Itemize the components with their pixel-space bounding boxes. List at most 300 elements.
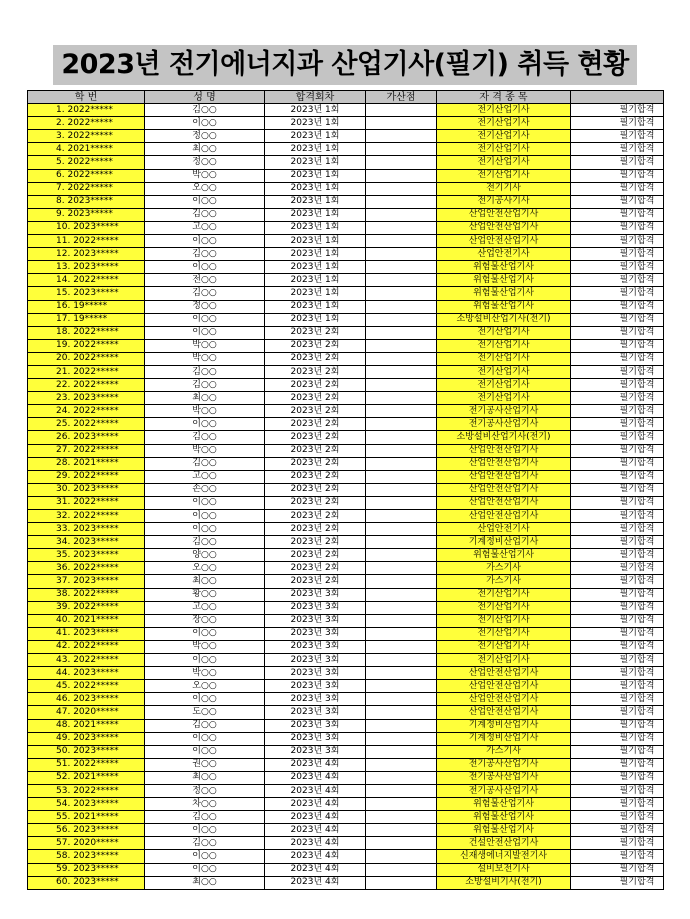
name-cell: 김○○	[145, 719, 265, 732]
bonus-cell	[366, 719, 437, 732]
bonus-cell	[366, 392, 437, 405]
pass-round-cell: 2023년 2회	[265, 379, 366, 392]
bonus-cell	[366, 811, 437, 824]
student-id: 2022*****	[73, 785, 119, 796]
result-cell: 필기합격	[571, 221, 664, 234]
qualification-cell: 산업안전산업기사	[437, 510, 571, 523]
bonus-cell	[366, 169, 437, 182]
bonus-cell	[366, 614, 437, 627]
result-cell: 필기합격	[571, 784, 664, 797]
name-cell: 오○○	[145, 680, 265, 693]
table-row	[28, 313, 664, 326]
qualification-cell: 전기산업기사	[437, 169, 571, 182]
student-id: 2023*****	[73, 248, 119, 259]
row-number: 60.	[56, 877, 71, 888]
bonus-cell	[366, 221, 437, 234]
student-id-cell	[28, 614, 145, 627]
qualification-cell: 전기산업기사	[437, 614, 571, 627]
qualification-cell: 전기공사산업기사	[437, 771, 571, 784]
name-cell: 이○○	[145, 195, 265, 208]
pass-round-cell: 2023년 2회	[265, 575, 366, 588]
student-id-cell	[28, 811, 145, 824]
student-id: 2022*****	[73, 759, 119, 770]
pass-round-cell: 2023년 2회	[265, 392, 366, 405]
student-id-cell	[28, 654, 145, 667]
student-id: 2023*****	[73, 746, 119, 757]
student-id: 2022*****	[67, 130, 113, 141]
bonus-cell	[366, 863, 437, 876]
qualification-cell: 산업안전산업기사	[437, 444, 571, 457]
row-number: 39.	[56, 602, 71, 613]
pass-round-cell: 2023년 1회	[265, 195, 366, 208]
result-cell: 필기합격	[571, 798, 664, 811]
result-cell: 필기합격	[571, 811, 664, 824]
student-id-cell	[28, 418, 145, 431]
student-id: 2022*****	[73, 327, 119, 338]
row-number: 27.	[56, 445, 71, 456]
result-cell: 필기합격	[571, 117, 664, 130]
student-id: 2023*****	[73, 693, 119, 704]
row-number: 31.	[56, 497, 71, 508]
pass-round-cell: 2023년 2회	[265, 510, 366, 523]
student-id-cell	[28, 745, 145, 758]
name-cell: 김○○	[145, 379, 265, 392]
name-cell: 손○○	[145, 483, 265, 496]
student-id-cell	[28, 706, 145, 719]
name-cell: 박○○	[145, 405, 265, 418]
qualification-cell: 위험물산업기사	[437, 798, 571, 811]
qualification-cell: 산업안전산업기사	[437, 496, 571, 509]
student-id: 2023*****	[73, 864, 119, 875]
qualification-cell: 산업안전산업기사	[437, 693, 571, 706]
pass-round-cell: 2023년 1회	[265, 261, 366, 274]
bonus-cell	[366, 575, 437, 588]
pass-round-cell: 2023년 4회	[265, 824, 366, 837]
name-cell: 차○○	[145, 798, 265, 811]
student-id-cell	[28, 470, 145, 483]
qualification-cell: 산업안전산업기사	[437, 235, 571, 248]
pass-round-cell: 2023년 3회	[265, 588, 366, 601]
bonus-cell	[366, 104, 437, 117]
student-id: 2022*****	[73, 510, 119, 521]
result-cell: 필기합격	[571, 640, 664, 653]
row-number: 16.	[56, 301, 71, 312]
row-number: 56.	[56, 824, 71, 835]
qualification-cell: 전기산업기사	[437, 588, 571, 601]
student-id-cell	[28, 287, 145, 300]
student-id: 2023*****	[73, 392, 119, 403]
result-cell: 필기합격	[571, 156, 664, 169]
pass-round-cell: 2023년 2회	[265, 365, 366, 378]
row-number: 59.	[56, 864, 71, 875]
pass-round-cell: 2023년 3회	[265, 654, 366, 667]
bonus-cell	[366, 444, 437, 457]
result-cell: 필기합격	[571, 863, 664, 876]
bonus-cell	[366, 352, 437, 365]
table-row	[28, 483, 664, 496]
pass-round-cell: 2023년 1회	[265, 169, 366, 182]
table-row	[28, 117, 664, 130]
student-id-cell	[28, 837, 145, 850]
name-cell: 이○○	[145, 496, 265, 509]
pass-round-cell: 2023년 1회	[265, 300, 366, 313]
row-number: 1.	[56, 104, 65, 115]
table-row	[28, 208, 664, 221]
result-cell: 필기합격	[571, 758, 664, 771]
row-number: 17.	[56, 314, 71, 325]
qualification-cell: 소방설비산업기사(전기)	[437, 313, 571, 326]
pass-round-cell: 2023년 1회	[265, 143, 366, 156]
name-cell: 김○○	[145, 837, 265, 850]
qualification-cell: 산업안전기사	[437, 523, 571, 536]
name-cell: 이○○	[145, 418, 265, 431]
student-id-cell	[28, 549, 145, 562]
row-number: 48.	[56, 720, 71, 731]
name-cell: 이○○	[145, 261, 265, 274]
student-id-cell	[28, 431, 145, 444]
bonus-cell	[366, 496, 437, 509]
student-id: 2022*****	[67, 170, 113, 181]
bonus-cell	[366, 313, 437, 326]
table-row	[28, 156, 664, 169]
bonus-cell	[366, 195, 437, 208]
row-number: 19.	[56, 340, 71, 351]
student-id: 2021*****	[73, 458, 119, 469]
pass-round-cell: 2023년 3회	[265, 667, 366, 680]
qualification-cell: 전기산업기사	[437, 640, 571, 653]
qualification-cell: 전기공사기사	[437, 195, 571, 208]
result-cell: 필기합격	[571, 261, 664, 274]
table-row	[28, 496, 664, 509]
pass-round-cell: 2023년 3회	[265, 719, 366, 732]
qualification-cell: 소방설비기사(전기)	[437, 876, 571, 889]
student-id: 2023*****	[67, 209, 113, 220]
name-cell: 고○○	[145, 601, 265, 614]
student-id-cell	[28, 156, 145, 169]
pass-round-cell: 2023년 3회	[265, 693, 366, 706]
result-cell: 필기합격	[571, 470, 664, 483]
name-cell: 김○○	[145, 365, 265, 378]
name-cell: 박○○	[145, 169, 265, 182]
name-cell: 정○○	[145, 784, 265, 797]
qualification-cell: 산업안전산업기사	[437, 470, 571, 483]
result-cell: 필기합격	[571, 745, 664, 758]
row-number: 40.	[56, 615, 71, 626]
result-cell: 필기합격	[571, 575, 664, 588]
title-wrap	[0, 45, 690, 85]
row-number: 58.	[56, 850, 71, 861]
result-cell: 필기합격	[571, 300, 664, 313]
name-cell: 이○○	[145, 745, 265, 758]
row-number: 33.	[56, 523, 71, 534]
row-number: 4.	[56, 143, 65, 154]
student-id-cell	[28, 496, 145, 509]
name-cell: 이○○	[145, 732, 265, 745]
student-id: 19*****	[73, 301, 108, 312]
row-number: 41.	[56, 628, 71, 639]
name-cell: 고○○	[145, 470, 265, 483]
student-id-cell	[28, 457, 145, 470]
name-cell: 김○○	[145, 208, 265, 221]
student-id-cell	[28, 863, 145, 876]
table-row	[28, 431, 664, 444]
row-number: 54.	[56, 798, 71, 809]
row-number: 22.	[56, 379, 71, 390]
result-cell: 필기합격	[571, 483, 664, 496]
pass-round-cell: 2023년 1회	[265, 287, 366, 300]
student-id: 2022*****	[73, 274, 119, 285]
bonus-cell	[366, 850, 437, 863]
name-cell: 고○○	[145, 221, 265, 234]
row-number: 43.	[56, 654, 71, 665]
bonus-cell	[366, 208, 437, 221]
row-number: 26.	[56, 431, 71, 442]
bonus-cell	[366, 758, 437, 771]
table-row	[28, 758, 664, 771]
row-number: 36.	[56, 562, 71, 573]
pass-round-cell: 2023년 1회	[265, 274, 366, 287]
table-row	[28, 130, 664, 143]
name-cell: 최○○	[145, 876, 265, 889]
student-id: 2023*****	[73, 628, 119, 639]
row-number: 10.	[56, 222, 71, 233]
table-row	[28, 588, 664, 601]
row-number: 24.	[56, 405, 71, 416]
row-number: 51.	[56, 759, 71, 770]
table-row	[28, 470, 664, 483]
pass-round-cell: 2023년 2회	[265, 431, 366, 444]
pass-round-cell: 2023년 1회	[265, 182, 366, 195]
qualification-cell: 소방설비산업기사(전기)	[437, 431, 571, 444]
header-bonus: 가산점	[366, 91, 437, 104]
result-cell: 필기합격	[571, 431, 664, 444]
student-id: 2022*****	[73, 235, 119, 246]
bonus-cell	[366, 457, 437, 470]
row-number: 18.	[56, 327, 71, 338]
qualification-cell: 건설안전산업기사	[437, 837, 571, 850]
name-cell: 김○○	[145, 104, 265, 117]
student-id-cell	[28, 379, 145, 392]
table-row	[28, 510, 664, 523]
table-row	[28, 706, 664, 719]
table-row	[28, 365, 664, 378]
name-cell: 박○○	[145, 667, 265, 680]
result-cell: 필기합격	[571, 654, 664, 667]
pass-round-cell: 2023년 4회	[265, 850, 366, 863]
result-cell: 필기합격	[571, 614, 664, 627]
bonus-cell	[366, 182, 437, 195]
qualification-cell: 산업안전산업기사	[437, 667, 571, 680]
table-row	[28, 326, 664, 339]
qualification-cell: 전기산업기사	[437, 156, 571, 169]
result-cell: 필기합격	[571, 339, 664, 352]
table-row	[28, 601, 664, 614]
qualification-cell: 전기산업기사	[437, 130, 571, 143]
pass-round-cell: 2023년 3회	[265, 745, 366, 758]
student-id-cell	[28, 523, 145, 536]
qualification-cell: 위험물산업기사	[437, 824, 571, 837]
row-number: 15.	[56, 287, 71, 298]
name-cell: 김○○	[145, 248, 265, 261]
row-number: 45.	[56, 680, 71, 691]
name-cell: 장○○	[145, 614, 265, 627]
row-number: 23.	[56, 392, 71, 403]
pass-round-cell: 2023년 1회	[265, 208, 366, 221]
student-id-cell	[28, 169, 145, 182]
student-id: 2022*****	[73, 641, 119, 652]
row-number: 47.	[56, 706, 71, 717]
name-cell: 김○○	[145, 536, 265, 549]
student-id: 2023*****	[73, 798, 119, 809]
pass-round-cell: 2023년 4회	[265, 798, 366, 811]
bonus-cell	[366, 274, 437, 287]
student-id-cell	[28, 693, 145, 706]
bonus-cell	[366, 431, 437, 444]
student-id-cell	[28, 680, 145, 693]
pass-round-cell: 2023년 2회	[265, 536, 366, 549]
table-row	[28, 339, 664, 352]
name-cell: 이○○	[145, 235, 265, 248]
result-cell: 필기합격	[571, 562, 664, 575]
table-row	[28, 418, 664, 431]
student-id-cell	[28, 601, 145, 614]
qualification-cell: 위험물산업기사	[437, 287, 571, 300]
row-number: 55.	[56, 811, 71, 822]
table-row	[28, 195, 664, 208]
pass-round-cell: 2023년 1회	[265, 130, 366, 143]
page-title: 2023년 전기에너지과 산업기사(필기) 취득 현황	[53, 45, 636, 85]
row-number: 8.	[56, 196, 65, 207]
table-row	[28, 261, 664, 274]
table-row	[28, 863, 664, 876]
name-cell: 박○○	[145, 339, 265, 352]
table-row	[28, 536, 664, 549]
qualification-cell: 위험물산업기사	[437, 811, 571, 824]
student-id: 2022*****	[67, 157, 113, 168]
table-row	[28, 680, 664, 693]
row-number: 7.	[56, 183, 65, 194]
bonus-cell	[366, 130, 437, 143]
qualification-cell: 전기산업기사	[437, 601, 571, 614]
student-id-cell	[28, 195, 145, 208]
row-number: 32.	[56, 510, 71, 521]
row-number: 46.	[56, 693, 71, 704]
result-cell: 필기합격	[571, 287, 664, 300]
row-number: 13.	[56, 261, 71, 272]
bonus-cell	[366, 745, 437, 758]
student-id: 2023*****	[73, 733, 119, 744]
pass-round-cell: 2023년 1회	[265, 104, 366, 117]
row-number: 12.	[56, 248, 71, 259]
qualification-cell: 전기공사산업기사	[437, 784, 571, 797]
qualification-cell: 전기산업기사	[437, 339, 571, 352]
pass-round-cell: 2023년 1회	[265, 117, 366, 130]
student-id-cell	[28, 352, 145, 365]
table-row	[28, 169, 664, 182]
student-id-cell	[28, 104, 145, 117]
student-id-cell	[28, 510, 145, 523]
bonus-cell	[366, 248, 437, 261]
student-id-cell	[28, 117, 145, 130]
result-cell: 필기합격	[571, 693, 664, 706]
pass-round-cell: 2023년 2회	[265, 562, 366, 575]
table-row	[28, 562, 664, 575]
student-id-cell	[28, 798, 145, 811]
name-cell: 최○○	[145, 392, 265, 405]
row-number: 6.	[56, 170, 65, 181]
bonus-cell	[366, 300, 437, 313]
result-cell: 필기합격	[571, 510, 664, 523]
qualification-cell: 가스기사	[437, 562, 571, 575]
student-id-cell	[28, 483, 145, 496]
student-id: 2022*****	[73, 680, 119, 691]
student-id-cell	[28, 588, 145, 601]
row-number: 28.	[56, 458, 71, 469]
name-cell: 전○○	[145, 274, 265, 287]
name-cell: 도○○	[145, 706, 265, 719]
name-cell: 최○○	[145, 575, 265, 588]
name-cell: 오○○	[145, 562, 265, 575]
qualification-cell: 산업안전산업기사	[437, 221, 571, 234]
name-cell: 정○○	[145, 156, 265, 169]
result-cell: 필기합격	[571, 248, 664, 261]
table-row	[28, 693, 664, 706]
table-row	[28, 235, 664, 248]
row-number: 11.	[56, 235, 71, 246]
student-id-cell	[28, 536, 145, 549]
result-cell: 필기합격	[571, 680, 664, 693]
table-row	[28, 732, 664, 745]
bonus-cell	[366, 510, 437, 523]
bonus-cell	[366, 418, 437, 431]
result-cell: 필기합격	[571, 169, 664, 182]
name-cell: 이○○	[145, 510, 265, 523]
pass-round-cell: 2023년 2회	[265, 496, 366, 509]
student-id: 2022*****	[73, 366, 119, 377]
pass-round-cell: 2023년 2회	[265, 444, 366, 457]
qualification-cell: 전기산업기사	[437, 104, 571, 117]
pass-round-cell: 2023년 4회	[265, 784, 366, 797]
pass-round-cell: 2023년 4회	[265, 863, 366, 876]
bonus-cell	[366, 640, 437, 653]
student-id-cell	[28, 392, 145, 405]
student-id: 2023*****	[73, 576, 119, 587]
student-id-cell	[28, 444, 145, 457]
bonus-cell	[366, 326, 437, 339]
pass-round-cell: 2023년 2회	[265, 483, 366, 496]
bonus-cell	[366, 601, 437, 614]
result-cell: 필기합격	[571, 444, 664, 457]
student-id-cell	[28, 313, 145, 326]
pass-round-cell: 2023년 4회	[265, 811, 366, 824]
student-id-cell	[28, 562, 145, 575]
row-number: 50.	[56, 746, 71, 757]
table-row	[28, 798, 664, 811]
result-cell: 필기합격	[571, 182, 664, 195]
table-row	[28, 444, 664, 457]
student-id-cell	[28, 130, 145, 143]
pass-round-cell: 2023년 3회	[265, 706, 366, 719]
bonus-cell	[366, 365, 437, 378]
result-cell: 필기합격	[571, 130, 664, 143]
student-id: 2022*****	[73, 471, 119, 482]
bonus-cell	[366, 523, 437, 536]
pass-round-cell: 2023년 3회	[265, 627, 366, 640]
table-row	[28, 771, 664, 784]
name-cell: 최○○	[145, 771, 265, 784]
pass-round-cell: 2023년 1회	[265, 235, 366, 248]
result-cell: 필기합격	[571, 274, 664, 287]
